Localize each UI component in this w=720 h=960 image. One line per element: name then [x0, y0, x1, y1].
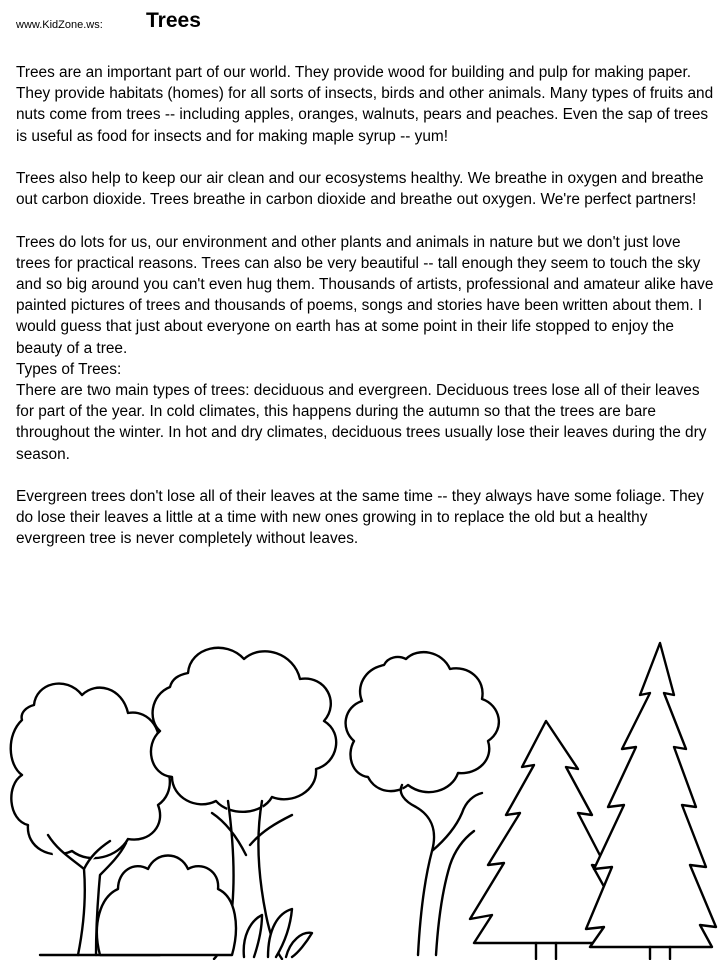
site-name: www.KidZone.ws:: [16, 19, 103, 31]
section-heading-types: Types of Trees:: [16, 360, 122, 378]
paragraph-beauty: Trees do lots for us, our environment and other plants and animals in nature but we don't just love trees for practical reasons. Trees can also be very beautiful -- tall enough they seem to touch the sky and so big around you can't even hug them. Thousands of artists, professional and amateur alike have painted pictures of trees and thousands of poems, songs and stories have been written about them. I would guess that just about everyone on earth has at some point in their life stopped to enjoy the beauty of a tree.: [16, 233, 714, 357]
small-plant-icon: [244, 909, 312, 957]
page-title: Trees: [146, 9, 201, 32]
trees-coloring-illustration-icon: [0, 625, 720, 960]
paragraph-evergreen: Evergreen trees don't lose all of their leaves at the same time -- they always have some foliage. They do lose their leaves a little at a time with new ones growing in to replace the old but a healthy evergreen tree is never completely without leaves.: [16, 488, 704, 548]
paragraph-air: Trees also help to keep our air clean and our ecosystems healthy. We breathe in oxygen and breathe out carbon dioxide. Trees breathe in carbon dioxide and breathe out oxygen. We're perfect partners!: [16, 170, 704, 209]
paragraph-deciduous: There are two main types of trees: deciduous and evergreen. Deciduous trees lose all of their leaves for part of the year. In cold climates, this happens during the autumn so that the trees are bare throughout the winter. In hot and dry climates, deciduous trees usually lose their leaves during the dry season.: [16, 382, 707, 463]
paragraph-intro: Trees are an important part of our world. They provide wood for building and pulp for making paper. They provide habitats (homes) for all sorts of insects, birds and other animals. Many types of fruits and nuts come from trees -- including apples, oranges, walnuts, pears and peaches. Even the sap of trees is useful as food for insects and for making maple syrup -- yum!: [16, 64, 714, 145]
article-body: [16, 62, 716, 550]
evergreen-tree-right-icon: [586, 643, 716, 959]
